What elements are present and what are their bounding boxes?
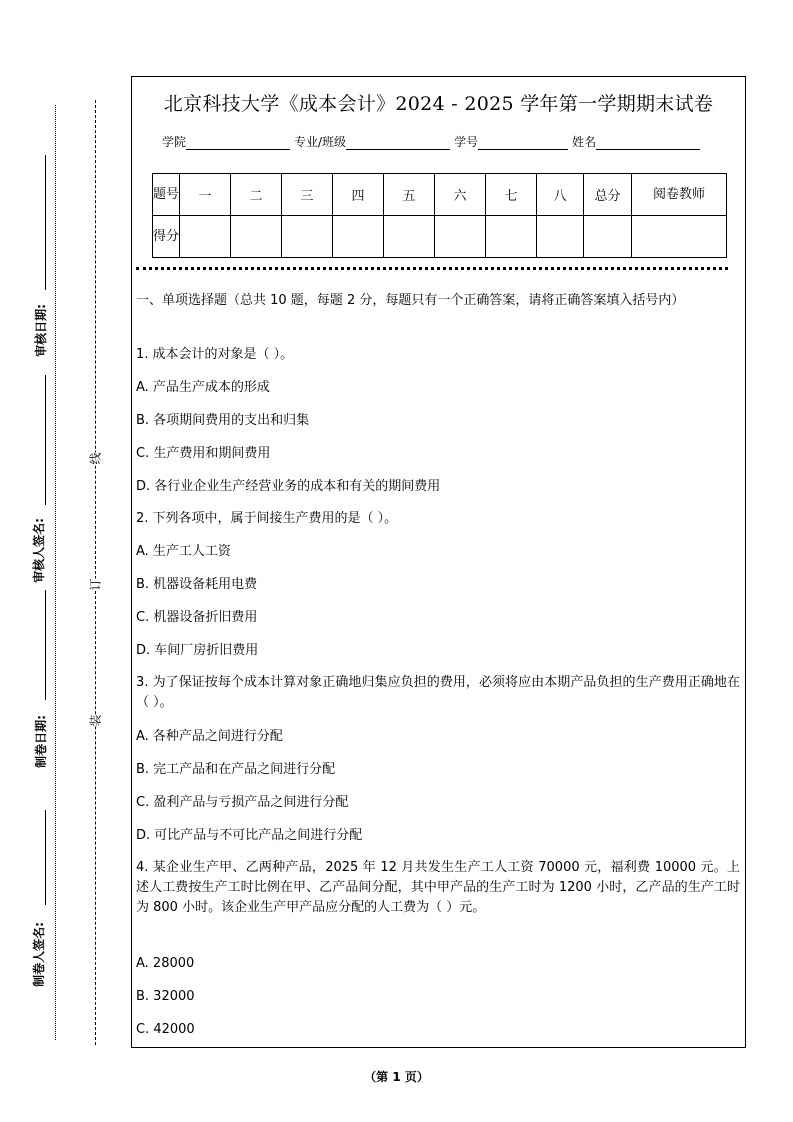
col-4: 四 <box>333 174 384 216</box>
score-cell-6[interactable] <box>435 216 486 258</box>
question-stem: 2. 下列各项中，属于间接生产费用的是（ ）。 <box>136 511 398 526</box>
score-cell-4[interactable] <box>333 216 384 258</box>
question-option: D. 各行业企业生产经营业务的成本和有关的期间费用 <box>136 479 441 494</box>
binding-staple-char: 订 <box>85 578 106 590</box>
question-option: B. 32000 <box>136 989 195 1004</box>
col-6: 六 <box>435 174 486 216</box>
section-heading: 一、单项选择题（总共 10 题，每题 2 分，每题只有一个正确答案，请将正确答案填入括号内） <box>136 293 685 308</box>
review-date-line <box>45 155 46 290</box>
question-option: C. 生产费用和期间费用 <box>136 446 271 461</box>
score-cell-2[interactable] <box>231 216 282 258</box>
reviewer-sign-line <box>45 375 46 505</box>
student-id-label: 学号 <box>454 135 479 149</box>
score-cell-reviewer[interactable] <box>632 216 727 258</box>
row-label-score: 得分 <box>153 216 180 258</box>
header-separator <box>136 267 728 270</box>
score-cell-8[interactable] <box>537 216 584 258</box>
score-table-score-row <box>153 216 727 258</box>
question-stem: 4. 某企业生产甲、乙两种产品，2025 年 12 月共发生生产工人工资 70000 元，福利费 10000 元。上述人工费按生产工时比例在甲、乙产品间分配，其中甲产品的生产工时为 1200 小时，乙产品的生产工时为 800 小时。该企业生产甲产品应分配的人工费为（ ）元。 <box>136 860 740 915</box>
student-id-field[interactable] <box>478 137 568 150</box>
question-option: C. 42000 <box>136 1022 195 1037</box>
row-label-question: 题号 <box>153 174 180 216</box>
score-table-header-row <box>153 174 727 216</box>
col-3: 三 <box>282 174 333 216</box>
question-option: D. 可比产品与不可比产品之间进行分配 <box>136 828 363 843</box>
reviewer-sign-label: 审核人签名: <box>31 518 46 583</box>
binding-line-char: 线 <box>85 452 106 464</box>
col-1: 一 <box>180 174 231 216</box>
score-cell-7[interactable] <box>486 216 537 258</box>
exam-frame <box>131 76 746 1048</box>
left-dotted-guide <box>55 105 56 1040</box>
question-option: C. 盈利产品与亏损产品之间进行分配 <box>136 795 349 810</box>
question-stem: 3. 为了保证按每个成本计算对象正确地归集应负担的费用，必须将应由本期产品负担的生产费用正确地在（ ）。 <box>136 675 740 710</box>
score-table <box>152 173 727 258</box>
question-option: C. 机器设备折旧费用 <box>136 610 258 625</box>
binding-fold-char: 装 <box>85 714 106 726</box>
col-2: 二 <box>231 174 282 216</box>
school-field[interactable] <box>186 137 290 150</box>
question-option: B. 各项期间费用的支出和归集 <box>136 413 310 428</box>
name-field[interactable] <box>596 137 700 150</box>
col-5: 五 <box>384 174 435 216</box>
make-date-label: 制卷日期: <box>33 715 48 768</box>
make-date-line <box>45 590 46 700</box>
exam-title: 北京科技大学《成本会计》2024 - 2025 学年第一学期期末试卷 <box>163 93 714 115</box>
major-field[interactable] <box>346 137 450 150</box>
question-option: A. 28000 <box>136 956 195 971</box>
major-label: 专业/班级 <box>294 135 347 149</box>
col-7: 七 <box>486 174 537 216</box>
student-info-row <box>162 133 704 150</box>
col-total: 总分 <box>584 174 632 216</box>
question-option: A. 产品生产成本的形成 <box>136 380 270 395</box>
school-label: 学院 <box>162 135 187 149</box>
maker-sign-label: 制卷人签名: <box>31 922 46 987</box>
question-option: B. 机器设备耗用电费 <box>136 577 258 592</box>
question-option: A. 生产工人工资 <box>136 544 231 559</box>
page-number: （第 1 页） <box>364 1070 429 1084</box>
score-cell-5[interactable] <box>384 216 435 258</box>
question-stem: 1. 成本会计的对象是（ ）。 <box>136 347 294 362</box>
score-cell-3[interactable] <box>282 216 333 258</box>
question-option: B. 完工产品和在产品之间进行分配 <box>136 762 336 777</box>
question-option: A. 各种产品之间进行分配 <box>136 729 283 744</box>
score-cell-total[interactable] <box>584 216 632 258</box>
binding-dashed-line <box>95 100 96 1045</box>
question-option: D. 车间厂房折旧费用 <box>136 643 259 658</box>
maker-sign-line <box>45 810 46 905</box>
name-label: 姓名 <box>572 135 597 149</box>
review-date-label: 审核日期: <box>33 304 48 357</box>
score-cell-1[interactable] <box>180 216 231 258</box>
col-8: 八 <box>537 174 584 216</box>
col-reviewer: 阅卷教师 <box>632 174 727 216</box>
